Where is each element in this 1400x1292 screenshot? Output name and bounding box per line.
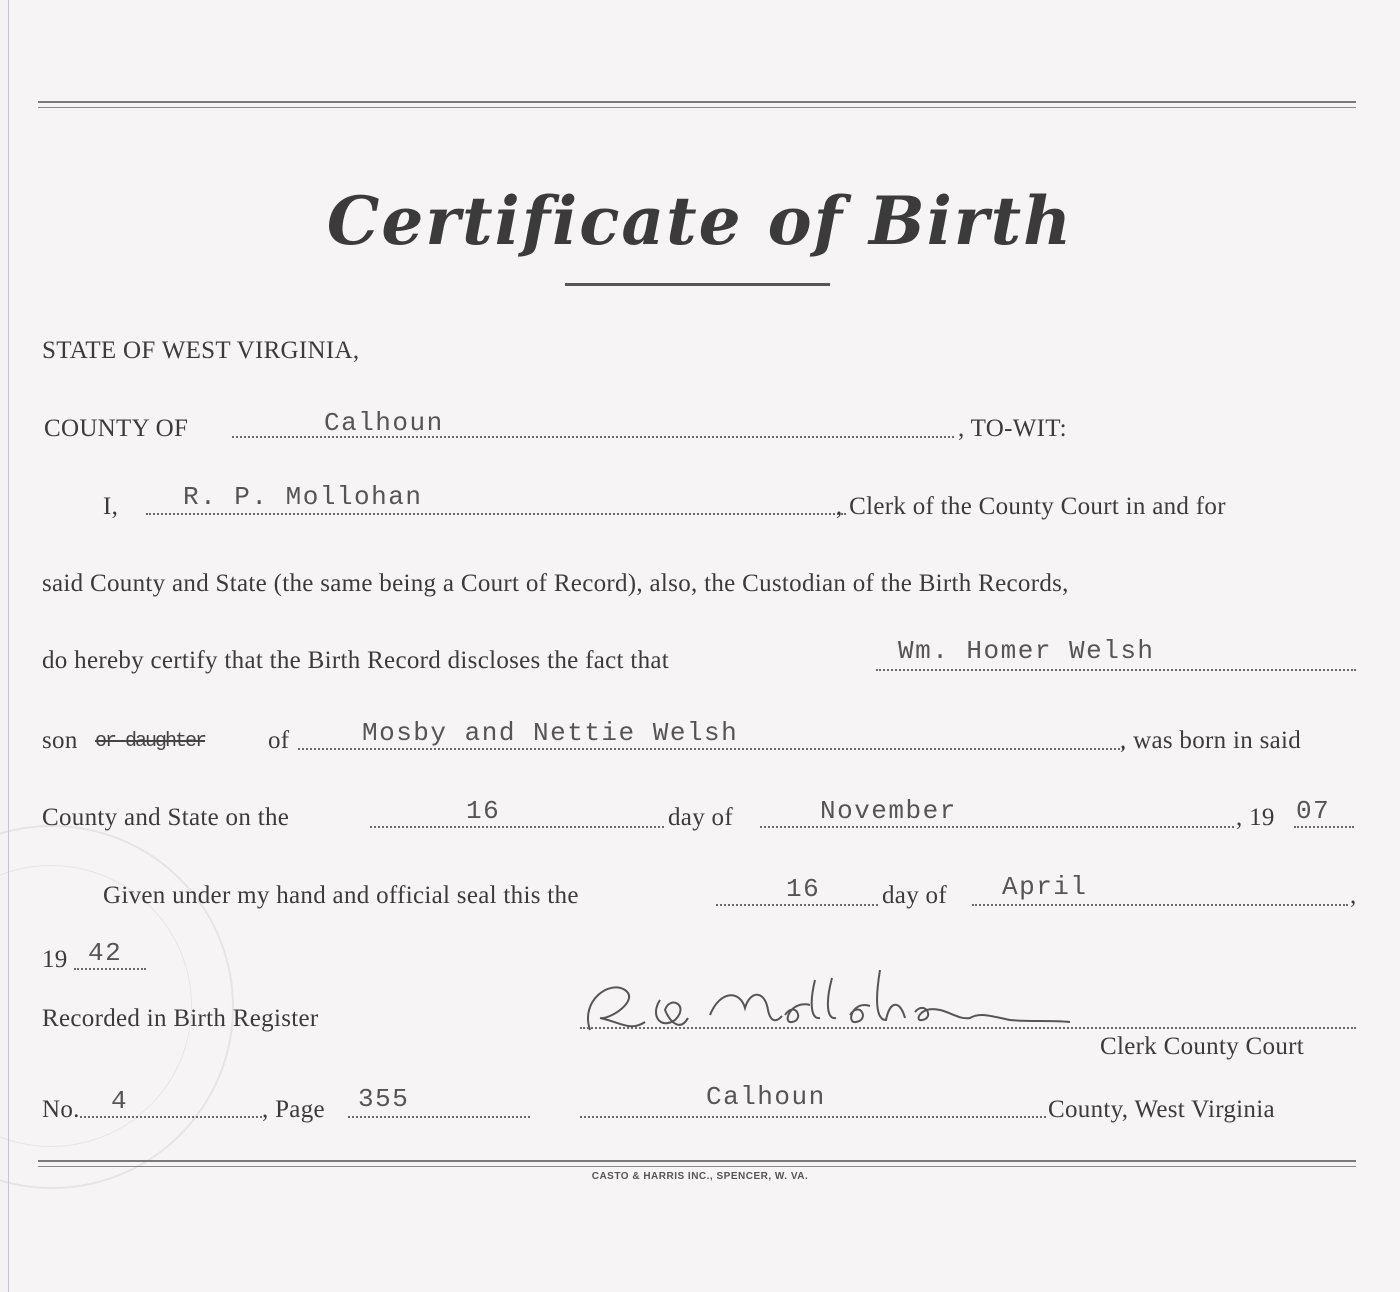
county-value: Calhoun (324, 408, 444, 438)
towit: , TO-WIT: (958, 415, 1067, 442)
given-comma: , (1350, 882, 1357, 909)
title-underline (565, 283, 830, 286)
i-label: I, (103, 493, 119, 520)
county-bottom: Calhoun (706, 1082, 826, 1112)
county-state-on: County and State on the (42, 804, 290, 831)
printer-mark: CASTO & HARRIS INC., SPENCER, W. VA. (591, 1171, 809, 1182)
clerk-suffix: , Clerk of the County Court in and for (836, 493, 1226, 520)
given-text: Given under my hand and official seal this the (103, 882, 579, 909)
county-bottom-dots (580, 1116, 1046, 1118)
birth-month-dots (760, 826, 1234, 828)
page-dots (348, 1116, 530, 1118)
state-line: STATE OF WEST VIRGINIA, (42, 337, 360, 364)
certificate-title: Certificate of Birth (326, 182, 1074, 260)
given-year-dots (74, 968, 146, 970)
parents: Mosby and Nettie Welsh (362, 718, 739, 748)
no-label: No. (42, 1096, 80, 1123)
given-year: 42 (88, 938, 123, 968)
given-year-prefix: 19 (42, 946, 68, 973)
page-label: , Page (262, 1096, 325, 1123)
year-prefix: , 19 (1236, 804, 1275, 831)
clerk-dots (146, 513, 846, 515)
parents-dots (298, 748, 1124, 750)
of-label: of (268, 727, 290, 754)
child-name: Wm. Homer Welsh (898, 636, 1155, 666)
top-rule (38, 101, 1356, 103)
born-suffix: , was born in said (1120, 727, 1302, 754)
given-day-of: day of (882, 882, 947, 909)
no-dots (80, 1116, 262, 1118)
no-value: 4 (111, 1086, 129, 1116)
birth-year: 07 (1296, 796, 1331, 826)
birth-month: November (820, 796, 957, 826)
bottom-rule (38, 1160, 1356, 1162)
county-label: COUNTY OF (44, 415, 189, 442)
day-of: day of (668, 804, 733, 831)
signature (570, 960, 1090, 1050)
signature-dots (580, 1027, 1356, 1029)
birth-day-dots (370, 826, 664, 828)
top-rule-thin (38, 107, 1356, 108)
custodian-line: said County and State (the same being a Court of Record), also, the Custodian of the Birth Records, (42, 570, 1069, 597)
clerk-name: R. P. Mollohan (183, 482, 423, 512)
given-month: April (1002, 872, 1088, 902)
struck-daughter: or daughter (95, 730, 206, 753)
given-day: 16 (786, 874, 821, 904)
certify-text: do hereby certify that the Birth Record discloses the fact that (42, 647, 670, 674)
birth-day: 16 (466, 796, 501, 826)
son-label: son (42, 727, 78, 754)
county-wv: County, West Virginia (1048, 1096, 1275, 1123)
clerk-title: Clerk County Court (1100, 1033, 1305, 1060)
page-value: 355 (358, 1084, 410, 1114)
given-day-dots (716, 904, 878, 906)
bottom-rule-thin (38, 1166, 1356, 1167)
birth-year-dots (1294, 826, 1354, 828)
recorded-label: Recorded in Birth Register (42, 1005, 319, 1032)
given-month-dots (972, 904, 1348, 906)
child-dots (876, 669, 1356, 671)
